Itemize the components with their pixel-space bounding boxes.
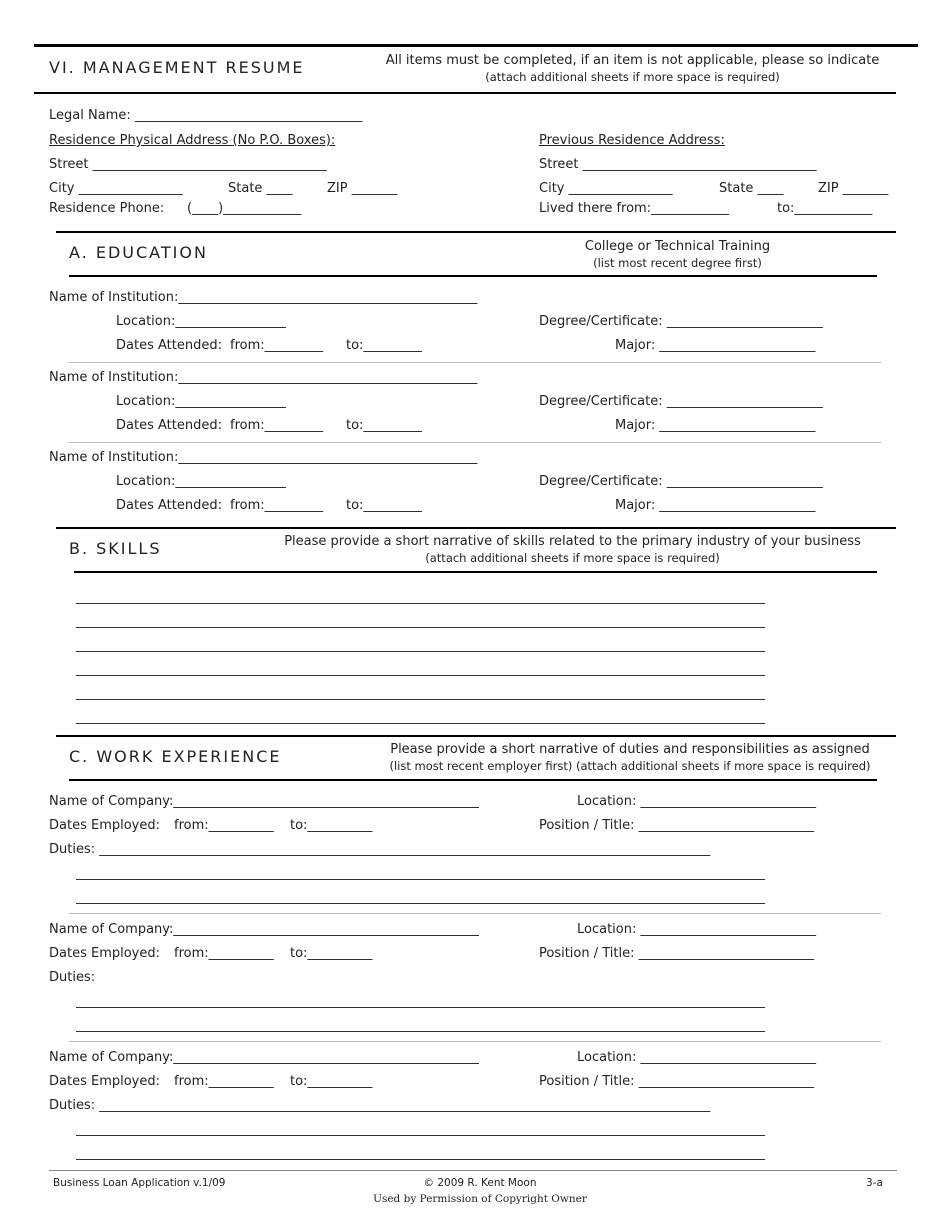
education-header-rule — [69, 275, 877, 277]
footer-copyright: © 2009 R. Kent Moon — [423, 1177, 537, 1189]
header-rule — [34, 92, 896, 94]
education-title: A. EDUCATION — [69, 243, 208, 262]
employed-from-field[interactable]: from:__________ — [174, 1074, 274, 1089]
footer-page-number: 3-a — [866, 1177, 883, 1189]
prev-city-field[interactable]: City ________________ — [539, 181, 673, 196]
residence-phone-field[interactable]: (____)____________ — [187, 201, 302, 216]
dates-attended-label: Dates Attended: — [116, 338, 222, 353]
education-subtitle: College or Technical Training — [584, 239, 771, 254]
skills-top-rule — [56, 527, 896, 529]
dates-employed-label: Dates Employed: — [49, 946, 160, 961]
dates-attended-label: Dates Attended: — [116, 498, 222, 513]
skills-line[interactable]: __________________________________________________________________________________________________________ — [76, 638, 765, 653]
education-top-rule — [56, 231, 896, 233]
lived-from-field[interactable]: Lived there from:____________ — [539, 201, 730, 216]
position-field[interactable]: Position / Title: ___________________________ — [539, 818, 815, 833]
attended-from-field[interactable]: from:_________ — [230, 498, 324, 513]
work-entry — [0, 794, 950, 912]
duties-line[interactable]: __________________________________________________________________________________________________________ — [76, 866, 765, 881]
employed-from-field[interactable]: from:__________ — [174, 818, 274, 833]
employed-to-field[interactable]: to:__________ — [290, 1074, 373, 1089]
major-field[interactable]: Major: ________________________ — [615, 498, 816, 513]
skills-line[interactable]: __________________________________________________________________________________________________________ — [76, 614, 765, 629]
employed-to-field[interactable]: to:__________ — [290, 818, 373, 833]
skills-line[interactable]: __________________________________________________________________________________________________________ — [76, 590, 765, 605]
institution-field[interactable]: Name of Institution:______________________________________________ — [49, 370, 478, 385]
duties-line[interactable]: __________________________________________________________________________________________________________ — [76, 994, 765, 1009]
skills-line[interactable]: __________________________________________________________________________________________________________ — [76, 710, 765, 725]
skills-header-rule — [74, 571, 877, 573]
work-header-rule — [69, 779, 877, 781]
duties-field[interactable]: Duties: ______________________________________________________________________________________________ — [49, 1098, 711, 1113]
duties-line[interactable]: __________________________________________________________________________________________________________ — [76, 1018, 765, 1033]
city-field[interactable]: City ________________ — [49, 181, 183, 196]
previous-address-heading: Previous Residence Address: — [539, 133, 725, 148]
footer-rule — [49, 1170, 897, 1171]
dates-employed-label: Dates Employed: — [49, 818, 160, 833]
lived-to-field[interactable]: to:____________ — [777, 201, 873, 216]
attended-to-field[interactable]: to:_________ — [346, 498, 422, 513]
residence-phone-label: Residence Phone: — [49, 201, 165, 216]
attended-to-field[interactable]: to:_________ — [346, 418, 422, 433]
dates-employed-label: Dates Employed: — [49, 1074, 160, 1089]
work-divider — [69, 1041, 881, 1042]
footer-permission: Used by Permission of Copyright Owner — [373, 1193, 587, 1205]
degree-field[interactable]: Degree/Certificate: ________________________ — [539, 474, 823, 489]
institution-location-field[interactable]: Location:_________________ — [116, 314, 286, 329]
skills-line[interactable]: __________________________________________________________________________________________________________ — [76, 662, 765, 677]
work-divider — [69, 913, 881, 914]
degree-field[interactable]: Degree/Certificate: ________________________ — [539, 314, 823, 329]
skills-note: (attach additional sheets if more space is required) — [425, 551, 720, 565]
skills-line[interactable]: __________________________________________________________________________________________________________ — [76, 686, 765, 701]
institution-location-field[interactable]: Location:_________________ — [116, 394, 286, 409]
footer-form-name: Business Loan Application v.1/09 — [53, 1177, 226, 1189]
institution-field[interactable]: Name of Institution:______________________________________________ — [49, 290, 478, 305]
position-field[interactable]: Position / Title: ___________________________ — [539, 946, 815, 961]
education-divider — [69, 442, 881, 443]
education-divider — [69, 362, 881, 363]
header-instruction: All items must be completed, if an item is not applicable, please so indicate — [385, 53, 880, 68]
education-entry — [0, 370, 950, 442]
street-field[interactable]: Street ____________________________________ — [49, 157, 327, 172]
work-instruction: Please provide a short narrative of duties and responsibilities as assigned — [390, 742, 870, 757]
company-field[interactable]: Name of Company:_______________________________________________ — [49, 794, 479, 809]
duties-line[interactable]: __________________________________________________________________________________________________________ — [76, 890, 765, 905]
skills-title: B. SKILLS — [69, 539, 162, 558]
institution-location-field[interactable]: Location:_________________ — [116, 474, 286, 489]
work-note: (list most recent employer first) (attach additional sheets if more space is required) — [389, 759, 871, 773]
company-location-field[interactable]: Location: ___________________________ — [577, 1050, 816, 1065]
company-field[interactable]: Name of Company:_______________________________________________ — [49, 922, 479, 937]
prev-zip-field[interactable]: ZIP _______ — [818, 181, 889, 196]
major-field[interactable]: Major: ________________________ — [615, 338, 816, 353]
legal-name-field[interactable]: Legal Name: ___________________________________ — [49, 108, 363, 123]
duties-field[interactable]: Duties: ______________________________________________________________________________________________ — [49, 842, 711, 857]
institution-field[interactable]: Name of Institution:______________________________________________ — [49, 450, 478, 465]
duties-line[interactable]: __________________________________________________________________________________________________________ — [76, 1122, 765, 1137]
company-location-field[interactable]: Location: ___________________________ — [577, 922, 816, 937]
header-attach-note: (attach additional sheets if more space is required) — [485, 70, 780, 84]
work-entry — [0, 922, 950, 1040]
work-entry — [0, 1050, 950, 1168]
work-title: C. WORK EXPERIENCE — [69, 747, 282, 766]
dates-attended-label: Dates Attended: — [116, 418, 222, 433]
residence-address-heading: Residence Physical Address (No P.O. Boxes): — [49, 133, 336, 148]
education-note: (list most recent degree first) — [593, 256, 762, 270]
prev-street-field[interactable]: Street ____________________________________ — [539, 157, 817, 172]
skills-instruction: Please provide a short narrative of skills related to the primary industry of your business — [284, 534, 861, 549]
attended-from-field[interactable]: from:_________ — [230, 338, 324, 353]
duties-label: Duties: — [49, 970, 96, 985]
education-entry — [0, 450, 950, 522]
company-field[interactable]: Name of Company:_______________________________________________ — [49, 1050, 479, 1065]
education-entry — [0, 290, 950, 362]
employed-to-field[interactable]: to:__________ — [290, 946, 373, 961]
top-rule — [34, 44, 918, 47]
attended-from-field[interactable]: from:_________ — [230, 418, 324, 433]
company-location-field[interactable]: Location: ___________________________ — [577, 794, 816, 809]
duties-line[interactable]: __________________________________________________________________________________________________________ — [76, 1146, 765, 1161]
major-field[interactable]: Major: ________________________ — [615, 418, 816, 433]
page-title: VI. MANAGEMENT RESUME — [49, 58, 305, 77]
position-field[interactable]: Position / Title: ___________________________ — [539, 1074, 815, 1089]
degree-field[interactable]: Degree/Certificate: ________________________ — [539, 394, 823, 409]
attended-to-field[interactable]: to:_________ — [346, 338, 422, 353]
state-field[interactable]: State ____ — [228, 181, 293, 196]
zip-field[interactable]: ZIP _______ — [327, 181, 398, 196]
prev-state-field[interactable]: State ____ — [719, 181, 784, 196]
work-top-rule — [56, 735, 896, 737]
employed-from-field[interactable]: from:__________ — [174, 946, 274, 961]
